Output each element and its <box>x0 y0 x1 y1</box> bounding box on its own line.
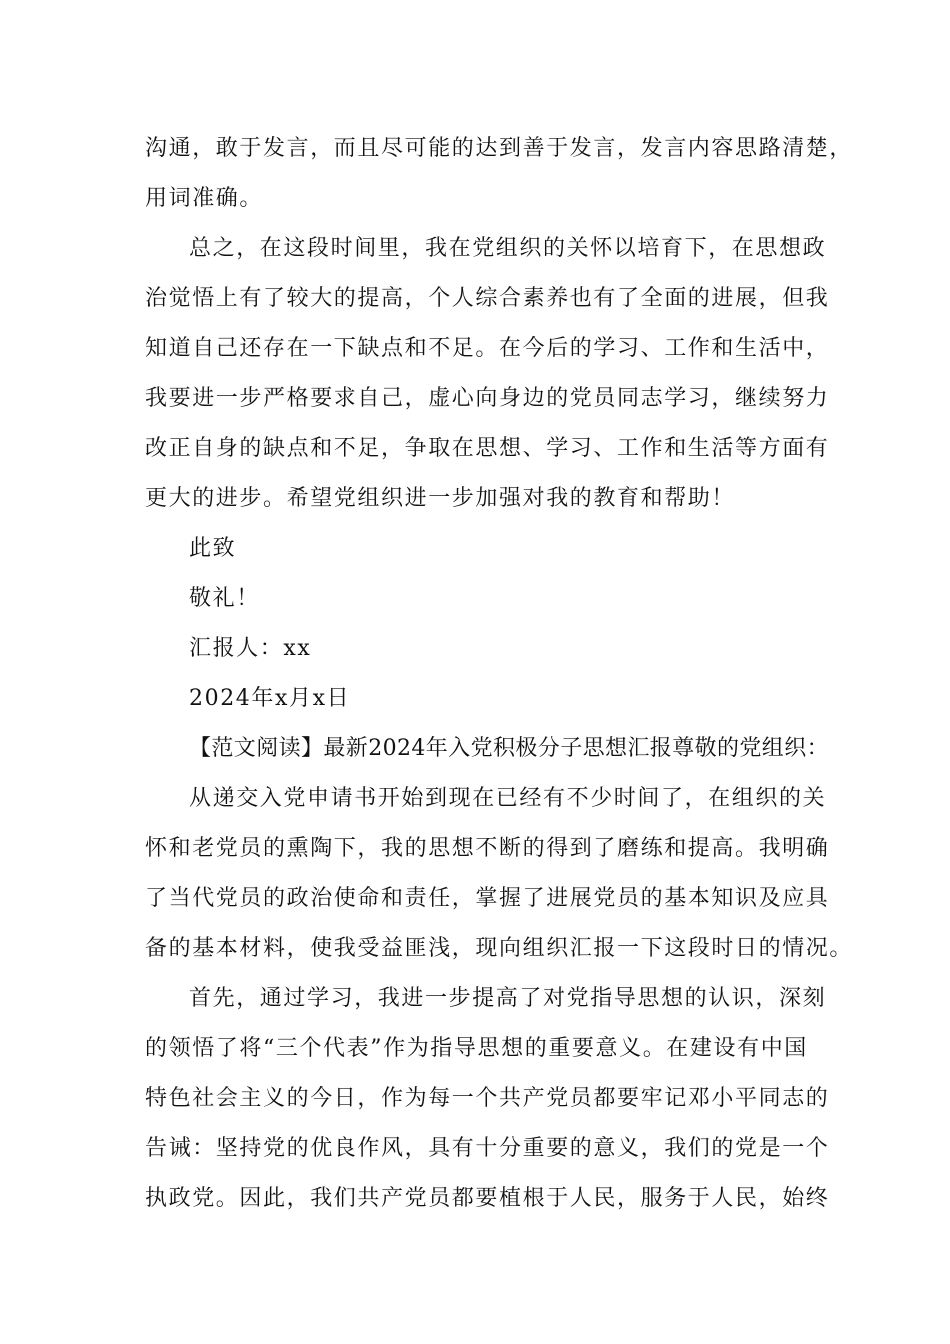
paragraph-line: 备的基本材料，使我受益匪浅，现向组织汇报一下这段时日的情况。 <box>145 936 854 961</box>
paragraph-line: 特色社会主义的今日，作为每一个共产党员都要牢记邓小平同志的 <box>145 1086 830 1111</box>
closing-salutation: 此致 <box>189 536 237 561</box>
paragraph-line: 治觉悟上有了较大的提高，个人综合素养也有了全面的进展，但我 <box>145 286 830 311</box>
paragraph-line: 更大的进步。希望党组织进一步加强对我的教育和帮助！ <box>145 486 736 511</box>
paragraph-line: 怀和老党员的熏陶下，我的思想不断的得到了磨练和提高。我明确 <box>145 836 830 861</box>
paragraph-line: 总之，在这段时间里，我在党组织的关怀以培育下，在思想政 <box>189 236 827 261</box>
paragraph-line: 了当代党员的政治使命和责任，掌握了进展党员的基本知识及应具 <box>145 886 830 911</box>
paragraph-line: 用词准确。 <box>145 186 264 211</box>
paragraph-line: 从递交入党申请书开始到现在已经有不少时间了，在组织的关 <box>189 786 827 811</box>
paragraph-line: 执政党。因此，我们共产党员都要植根于人民，服务于人民，始终 <box>145 1186 830 1211</box>
paragraph-line: 知道自己还存在一下缺点和不足。在今后的学习、工作和生活中， <box>145 336 830 361</box>
paragraph-line: 改正自身的缺点和不足，争取在思想、学习、工作和生活等方面有 <box>145 436 830 461</box>
paragraph-line: 的领悟了将“三个代表”作为指导思想的重要意义。在建设有中国 <box>145 1036 808 1061</box>
paragraph-line: 沟通，敢于发言，而且尽可能的达到善于发言，发言内容思路清楚， <box>145 136 854 161</box>
paragraph-line: 首先，通过学习，我进一步提高了对党指导思想的认识，深刻 <box>189 986 827 1011</box>
paragraph-line: 告诫：坚持党的优良作风，具有十分重要的意义，我们的党是一个 <box>145 1136 830 1161</box>
reporter-signature: 汇报人：xx <box>189 636 312 661</box>
report-date: 2024年x月x日 <box>189 686 351 711</box>
paragraph-line: 我要进一步严格要求自己，虚心向身边的党员同志学习，继续努力 <box>145 386 830 411</box>
closing-regards: 敬礼！ <box>189 586 260 611</box>
section-heading: 【范文阅读】最新2024年入党积极分子思想汇报尊敬的党组织： <box>189 736 829 761</box>
